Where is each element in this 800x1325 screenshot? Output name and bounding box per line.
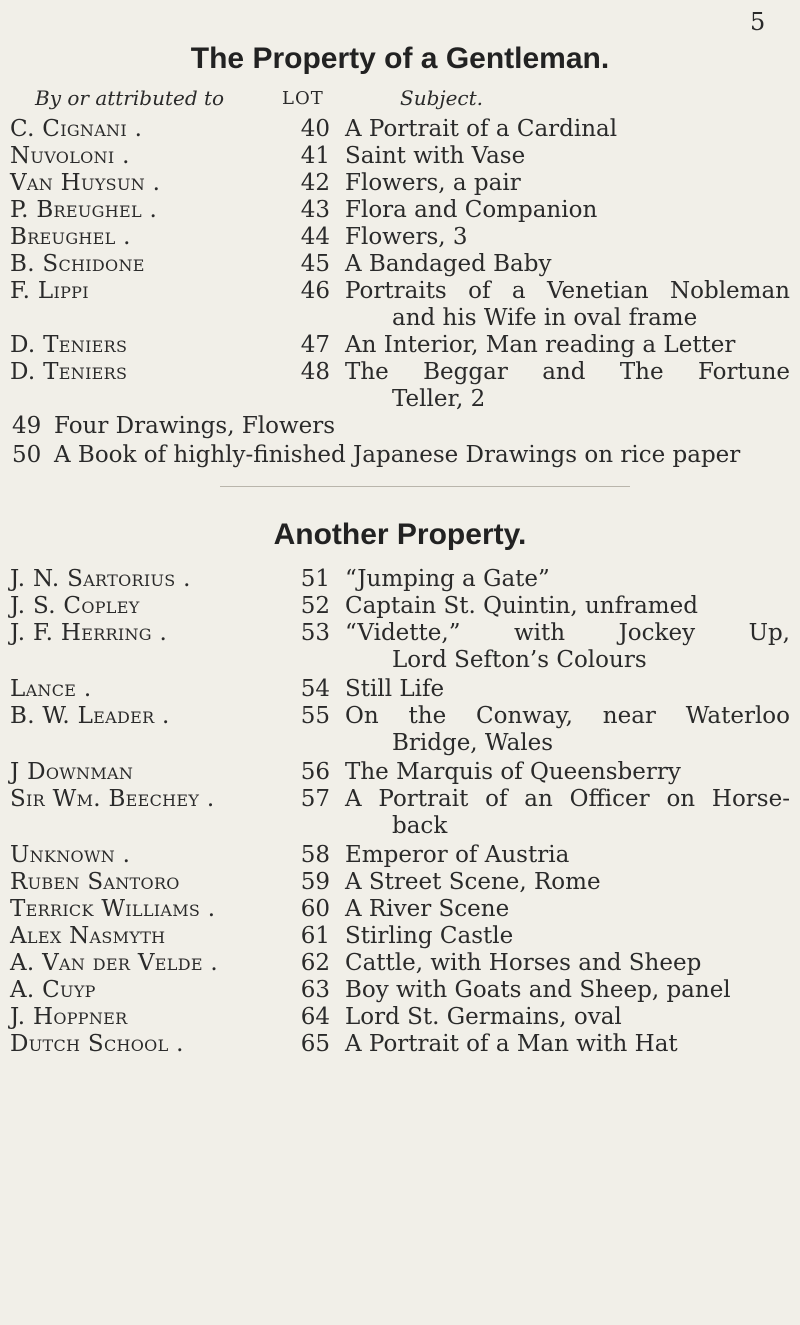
lot-number: 59 bbox=[300, 869, 330, 895]
lot-number: 56 bbox=[300, 759, 330, 785]
lot-number: 42 bbox=[300, 170, 330, 196]
lot-subject: Stirling Castle bbox=[345, 923, 514, 949]
lot-subject: The Marquis of Queensberry bbox=[345, 759, 681, 785]
lot-subject: Still Life bbox=[345, 676, 445, 702]
lot-row bbox=[0, 170, 800, 200]
lot-number: 57 bbox=[300, 786, 330, 812]
lot-number: 62 bbox=[300, 950, 330, 976]
lot-row-continuation bbox=[0, 730, 800, 760]
lot-number: 65 bbox=[300, 1031, 330, 1057]
lot-subject-continuation: back bbox=[392, 813, 448, 839]
lot-subject: Flowers, a pair bbox=[345, 170, 521, 196]
extra-lot bbox=[12, 413, 335, 439]
lot-row bbox=[0, 620, 800, 650]
lot-number: 41 bbox=[300, 143, 330, 169]
lot-subject: A Portrait of a Cardinal bbox=[345, 116, 618, 142]
lot-row-continuation bbox=[0, 386, 800, 416]
lot-number: 58 bbox=[300, 842, 330, 868]
lot-subject: Portraits of a Venetian Nobleman bbox=[345, 278, 790, 304]
artist-column-header: By or attributed to bbox=[35, 86, 225, 110]
extra-lot-text: A Book of highly-finished Japanese Drawings on rice paper bbox=[54, 442, 741, 468]
lot-row bbox=[0, 566, 800, 596]
lot-subject: Emperor of Austria bbox=[345, 842, 570, 868]
lot-subject: Flowers, 3 bbox=[345, 224, 468, 250]
extra-lot-text: Four Drawings, Flowers bbox=[54, 413, 336, 439]
lot-subject: A Street Scene, Rome bbox=[345, 869, 601, 895]
artist-name: A. Van der Velde . bbox=[10, 950, 219, 976]
lot-row bbox=[0, 593, 800, 623]
lot-number: 64 bbox=[300, 1004, 330, 1030]
artist-name: D. Teniers bbox=[10, 332, 128, 358]
lot-row bbox=[0, 842, 800, 872]
artist-name: D. Teniers bbox=[10, 359, 128, 385]
lot-number: 45 bbox=[300, 251, 330, 277]
lot-number: 61 bbox=[300, 923, 330, 949]
lot-number: 52 bbox=[300, 593, 330, 619]
artist-name: J. N. Sartorius . bbox=[10, 566, 191, 592]
artist-name: Alex Nasmyth bbox=[10, 923, 166, 949]
extra-lot-number: 50 bbox=[12, 442, 42, 468]
artist-name: A. Cuyp bbox=[10, 977, 96, 1003]
lot-subject: Lord St. Germains, oval bbox=[345, 1004, 622, 1030]
subject-column-header: Subject. bbox=[400, 86, 484, 110]
artist-name: Lance . bbox=[10, 676, 92, 702]
lot-row bbox=[0, 251, 800, 281]
section-title-another: Another Property. bbox=[273, 518, 527, 551]
lot-row bbox=[0, 786, 800, 816]
lot-row bbox=[0, 676, 800, 706]
lot-subject: “Jumping a Gate” bbox=[345, 566, 550, 592]
lot-subject: Flora and Companion bbox=[345, 197, 598, 223]
lot-subject: Boy with Goats and Sheep, panel bbox=[345, 977, 731, 1003]
lot-subject: Cattle, with Horses and Sheep bbox=[345, 950, 702, 976]
lot-number: 55 bbox=[300, 703, 330, 729]
artist-name: Dutch School . bbox=[10, 1031, 184, 1057]
lot-row bbox=[0, 977, 800, 1007]
artist-name: Unknown . bbox=[10, 842, 131, 868]
lot-subject-continuation: Bridge, Wales bbox=[392, 730, 554, 756]
lot-number: 43 bbox=[300, 197, 330, 223]
artist-name: J. S. Copley bbox=[10, 593, 140, 619]
lot-number: 40 bbox=[300, 116, 330, 142]
lot-row bbox=[0, 359, 800, 389]
lot-row bbox=[0, 1031, 800, 1061]
artist-name: J. Hoppner bbox=[10, 1004, 128, 1030]
lot-subject: The Beggar and The Fortune bbox=[345, 359, 790, 385]
lot-row bbox=[0, 869, 800, 899]
lot-subject-continuation: Lord Sefton’s Colours bbox=[392, 647, 647, 673]
artist-name: C. Cignani . bbox=[10, 116, 143, 142]
artist-name: J Downman bbox=[10, 759, 134, 785]
lot-row bbox=[0, 896, 800, 926]
artist-name: Terrick Williams . bbox=[10, 896, 216, 922]
lot-number: 54 bbox=[300, 676, 330, 702]
artist-name: B. W. Leader . bbox=[10, 703, 170, 729]
lot-row bbox=[0, 224, 800, 254]
lot-row bbox=[0, 703, 800, 733]
lot-row bbox=[0, 332, 800, 362]
lot-number: 63 bbox=[300, 977, 330, 1003]
lot-subject: A Portrait of a Man with Hat bbox=[345, 1031, 678, 1057]
lot-row bbox=[0, 1004, 800, 1034]
extra-lot-number: 49 bbox=[12, 413, 42, 439]
lot-subject: Saint with Vase bbox=[345, 143, 526, 169]
artist-name: Nuvoloni . bbox=[10, 143, 130, 169]
lot-column-header: LOT bbox=[282, 88, 324, 109]
lot-number: 60 bbox=[300, 896, 330, 922]
lot-row bbox=[0, 116, 800, 146]
extra-lot bbox=[12, 442, 740, 468]
lot-subject: “Vidette,” with Jockey Up, bbox=[345, 620, 790, 646]
lot-number: 51 bbox=[300, 566, 330, 592]
artist-name: Sir Wm. Beechey . bbox=[10, 786, 215, 812]
artist-name: Breughel . bbox=[10, 224, 131, 250]
lot-row bbox=[0, 197, 800, 227]
lot-row bbox=[0, 759, 800, 789]
lot-number: 53 bbox=[300, 620, 330, 646]
lot-row bbox=[0, 950, 800, 980]
lot-row-continuation bbox=[0, 305, 800, 335]
lot-subject-continuation: and his Wife in oval frame bbox=[392, 305, 698, 331]
lot-row-continuation bbox=[0, 813, 800, 843]
lot-row bbox=[0, 923, 800, 953]
lot-subject: Captain St. Quintin, unframed bbox=[345, 593, 698, 619]
lot-subject-continuation: Teller, 2 bbox=[392, 386, 486, 412]
artist-name: Ruben Santoro bbox=[10, 869, 180, 895]
lot-number: 47 bbox=[300, 332, 330, 358]
lot-number: 46 bbox=[300, 278, 330, 304]
lot-row-continuation bbox=[0, 647, 800, 677]
section-title-gentleman: The Property of a Gentleman. bbox=[190, 42, 610, 75]
lot-subject: On the Conway, near Waterloo bbox=[345, 703, 790, 729]
lot-number: 48 bbox=[300, 359, 330, 385]
section-divider bbox=[220, 486, 630, 487]
lot-row bbox=[0, 278, 800, 308]
lot-subject: A Portrait of an Officer on Horse- bbox=[345, 786, 790, 812]
lot-subject: An Interior, Man reading a Letter bbox=[345, 332, 736, 358]
lot-row bbox=[0, 143, 800, 173]
lot-subject: A River Scene bbox=[345, 896, 510, 922]
page-number: 5 bbox=[750, 8, 766, 36]
lot-subject: A Bandaged Baby bbox=[345, 251, 552, 277]
artist-name: J. F. Herring . bbox=[10, 620, 168, 646]
artist-name: B. Schidone bbox=[10, 251, 145, 277]
artist-name: P. Breughel . bbox=[10, 197, 158, 223]
artist-name: Van Huysun . bbox=[10, 170, 161, 196]
artist-name: F. Lippi bbox=[10, 278, 89, 304]
lot-number: 44 bbox=[300, 224, 330, 250]
